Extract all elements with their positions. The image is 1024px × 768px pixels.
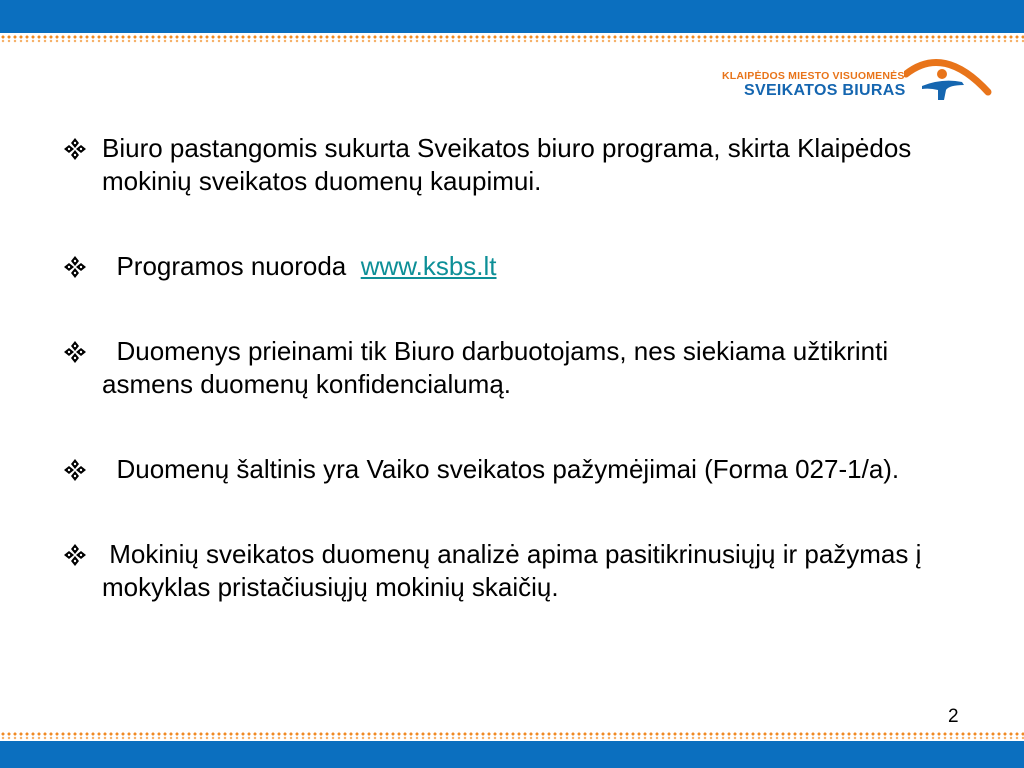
four-diamond-bullet-icon xyxy=(62,254,88,280)
program-link[interactable]: www.ksbs.lt xyxy=(360,251,497,281)
bullet-text: Mokinių sveikatos duomenų analizė apima pasitikrinusiųjų ir pažymas į mokyklas pristačiusiųjų mokinių skaičių. xyxy=(102,539,929,602)
four-diamond-bullet-icon xyxy=(62,339,88,365)
bullet-item xyxy=(62,538,962,604)
page-number: 2 xyxy=(948,706,959,727)
four-diamond-bullet-icon xyxy=(62,542,88,568)
bottom-dotted-divider-secondary xyxy=(0,736,1024,740)
bullet-text: Duomenys prieinami tik Biuro darbuotojams, nes siekiama užtikrinti asmens duomenų konfidencialumą. xyxy=(102,336,896,399)
bullet-list xyxy=(62,132,962,656)
bullet-text: Duomenų šaltinis yra Vaiko sveikatos pažymėjimai (Forma 027-1/a). xyxy=(102,454,900,484)
logo-person-icon xyxy=(904,52,994,102)
organization-logo xyxy=(718,52,998,104)
bullet-item xyxy=(62,250,962,283)
top-dotted-divider-secondary xyxy=(0,39,1024,43)
bullet-text: Biuro pastangomis sukurta Sveikatos biuro programa, skirta Klaipėdos mokinių sveikatos duomenų kaupimui. xyxy=(102,133,912,196)
logo-line-1: KLAIPĖDOS MIESTO VISUOMENĖS xyxy=(722,70,905,82)
bullet-item xyxy=(62,132,962,198)
bullet-item xyxy=(62,335,962,401)
four-diamond-bullet-icon xyxy=(62,457,88,483)
bottom-footer-bar xyxy=(0,741,1024,768)
four-diamond-bullet-icon xyxy=(62,136,88,162)
bullet-item xyxy=(62,453,962,486)
bullet-text: Programos nuoroda xyxy=(102,251,361,281)
logo-line-2: SVEIKATOS BIURAS xyxy=(744,82,906,99)
top-header-bar xyxy=(0,0,1024,33)
